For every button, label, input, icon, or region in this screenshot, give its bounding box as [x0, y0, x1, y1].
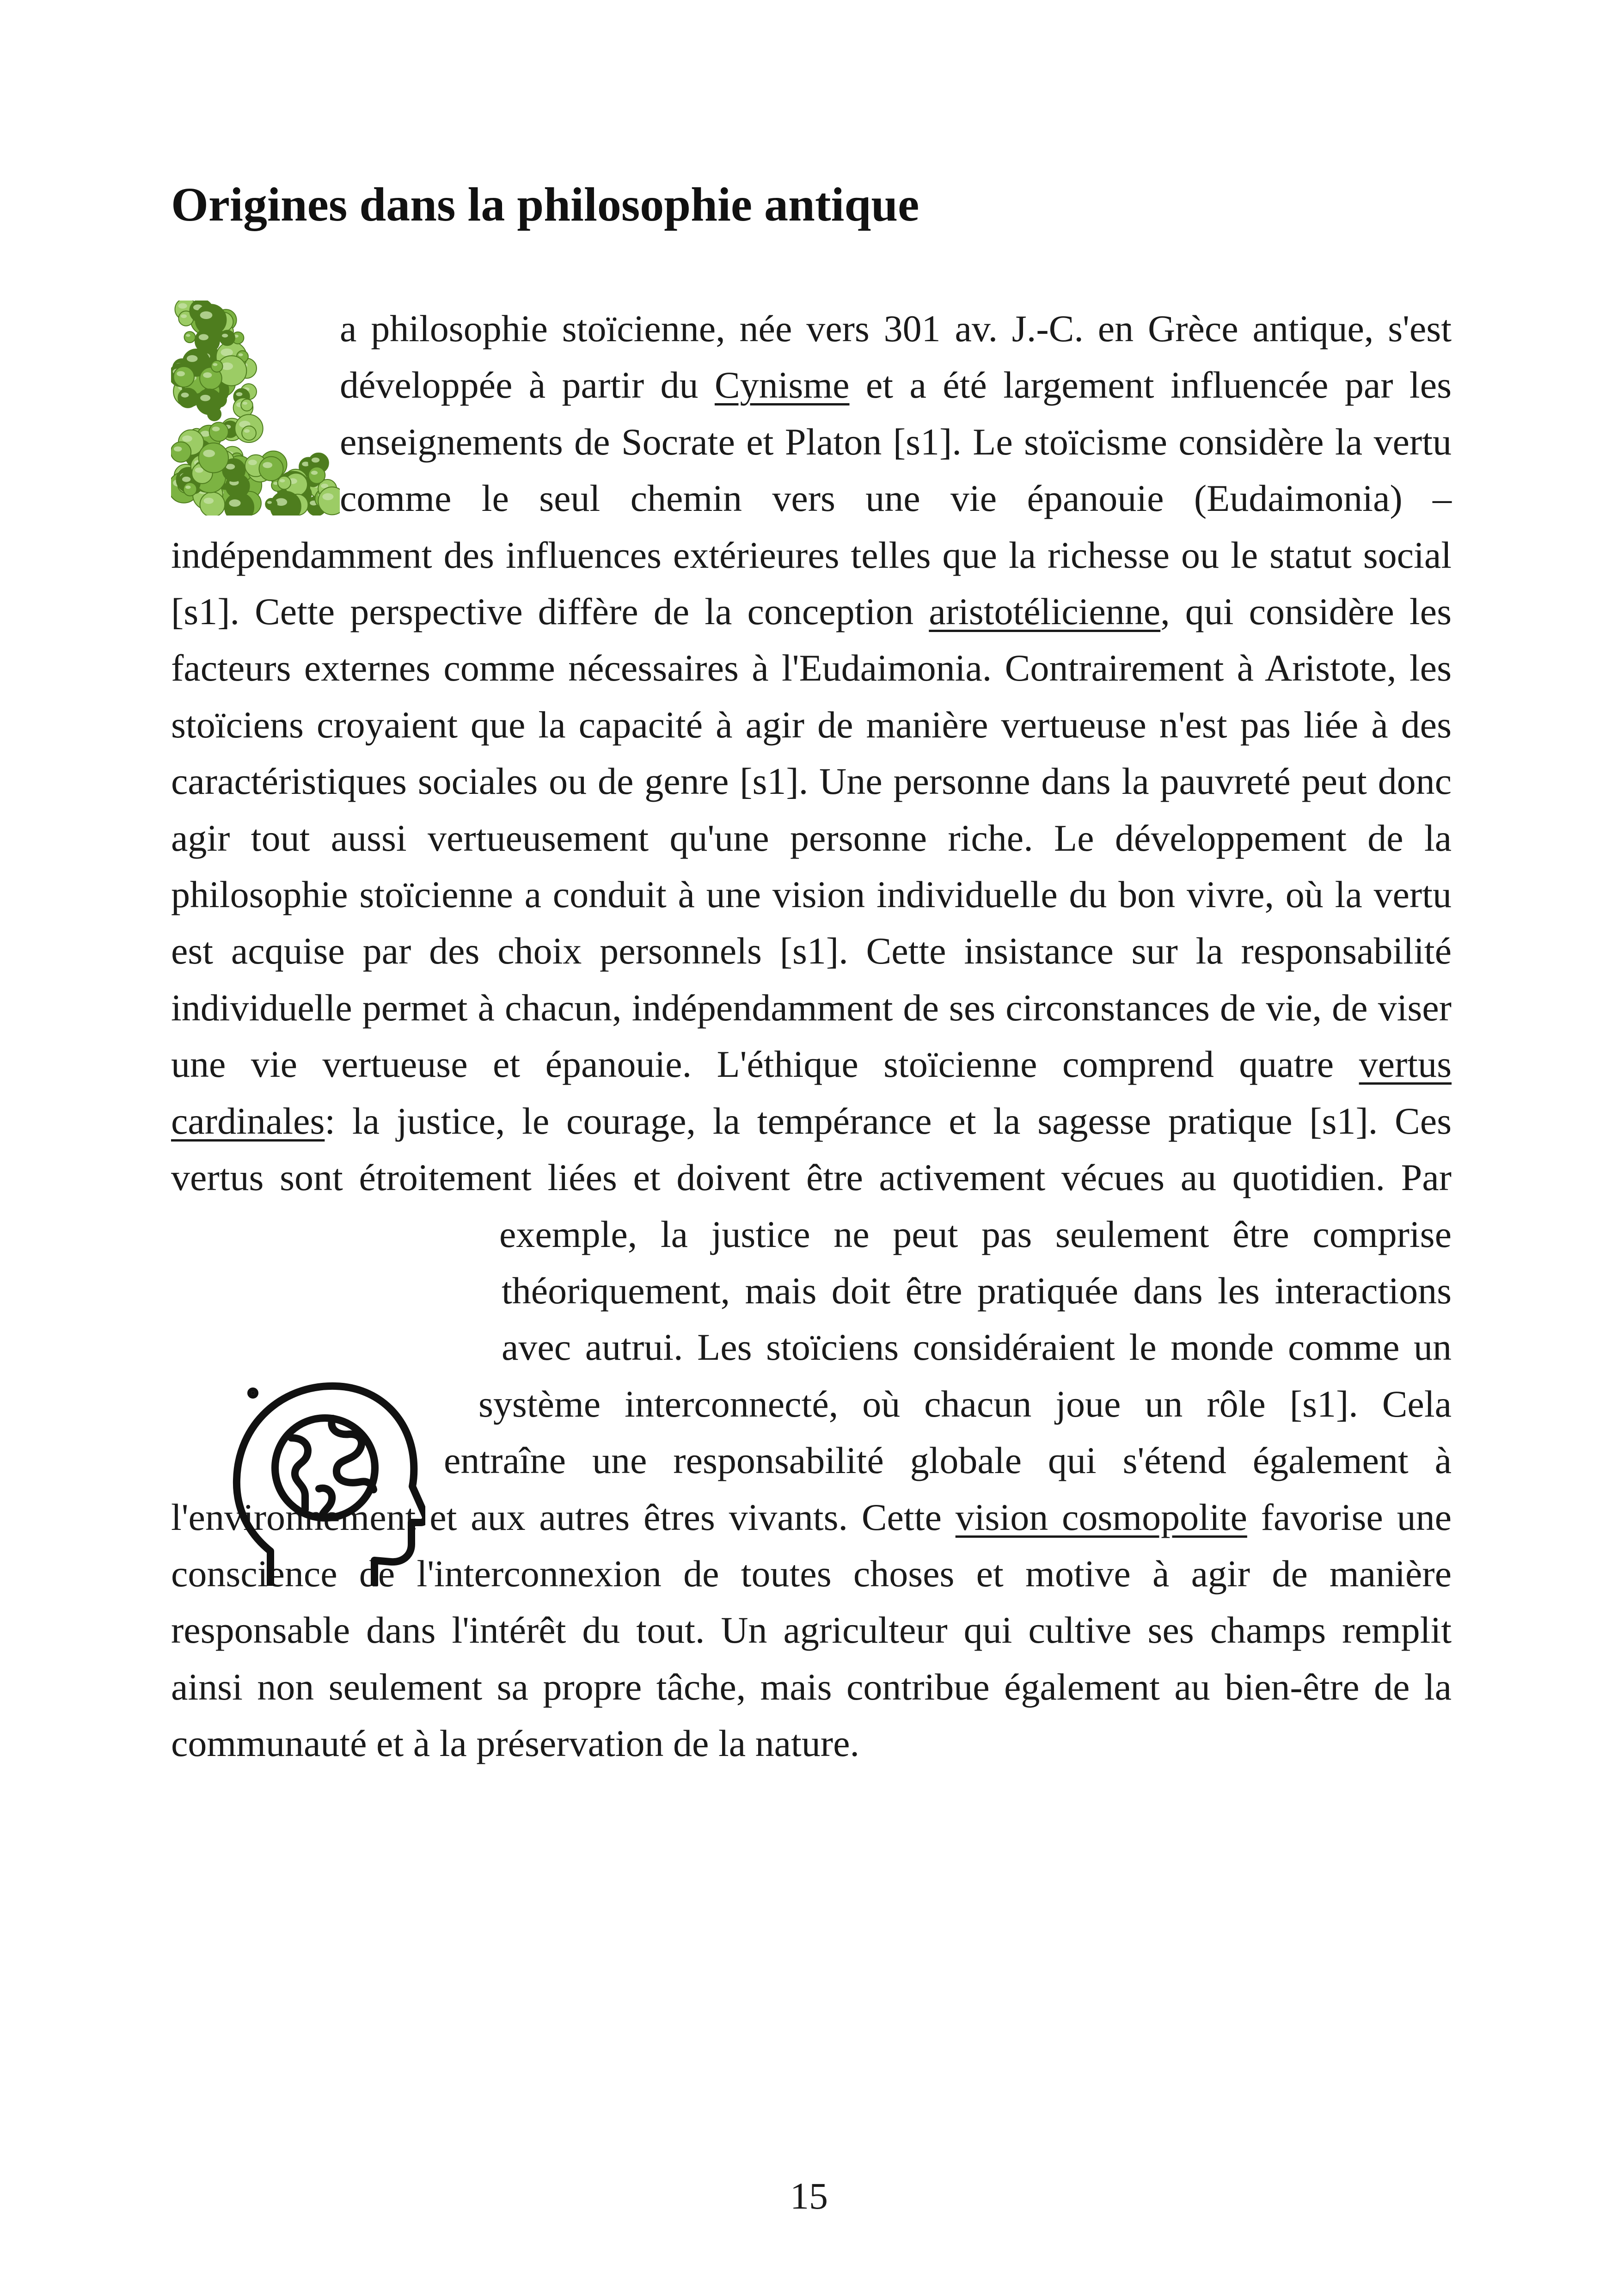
dropcap-highlight [229, 499, 240, 507]
dropcap-highlight [178, 303, 187, 309]
wrap-spacer [171, 1263, 499, 1319]
dropcap-bubble [242, 426, 256, 440]
dropcap-highlight [181, 393, 189, 398]
dropcap-highlight [185, 485, 191, 489]
dropcap-bubble [200, 492, 225, 516]
text-run: , qui considère les facteurs externes comme nécessaires à l'Eudaimonia. Contrairement à Aristote, les stoïciens croyaient que la capacité à agir de manière vertueuse n'est pas liée à des caractéristiques sociales ou de genre [s1]. Une personne dans la pauvreté peut donc agir tout aussi vertueusement qu'une personne riche. Le développement de la philosophie stoïcienne a conduit à une vision individuelle du bon vivre, où la vertu est acquise par des choix personnels [s1]. Cette insistance sur la responsabilité individuelle permet à chacun, indépendamment de ses circonstances de vie, de viser une vie vertueuse et épanouie. L'éthique stoïcienne comprend quatre [171, 590, 1452, 1086]
dropcap-bubble [195, 329, 220, 353]
wrap-spacer [171, 1206, 490, 1263]
dropcap-highlight [203, 372, 212, 378]
wrap-spacer [171, 1319, 502, 1375]
dropcap-highlight [213, 363, 217, 366]
dropcap-highlight [244, 429, 250, 433]
dropcap-highlight [200, 311, 213, 319]
dropcap-bubble [259, 457, 283, 481]
section-heading: Origines dans la philosophie antique [171, 178, 919, 231]
dropcap-highlight [186, 334, 190, 337]
dropcap-bubble [171, 442, 191, 462]
dropcap-bubble [211, 361, 223, 372]
dropcap-highlight [195, 467, 203, 473]
dropcap-bubble [209, 422, 228, 441]
dropcap-bubble [199, 443, 228, 473]
link-aristotelicienne[interactable]: aristotélicienne [929, 590, 1161, 633]
dropcap-highlight [322, 493, 333, 500]
dropcap-highlight [263, 462, 272, 468]
dropcap-highlight [243, 402, 247, 405]
link-vision-cosmopolite[interactable]: vision cosmopolite [955, 1496, 1247, 1538]
text-run: a philosophie stoïcienne, née vers 301 av. J.-C. en Grèce antique, s'est développée à partir du [340, 307, 1452, 406]
dropcap-highlight [222, 334, 228, 338]
dropcap-bubble [265, 498, 277, 510]
drop-cap-letter-l-icon [171, 301, 340, 516]
dropcap-highlight [181, 314, 187, 318]
dropcap-bubble [308, 467, 325, 484]
dropcap-bubble [184, 483, 197, 496]
page-number: 15 [790, 2175, 828, 2217]
dropcap-highlight [199, 334, 208, 340]
drop-cap [171, 301, 340, 516]
link-cynisme[interactable]: Cynisme [714, 364, 850, 406]
dropcap-highlight [311, 471, 318, 475]
dropcap-highlight [236, 392, 243, 396]
dropcap-highlight [280, 479, 285, 482]
dropcap-highlight [187, 355, 198, 362]
dropcap-highlight [212, 427, 220, 431]
dropcap-highlight [312, 458, 319, 463]
wrap-spacer [171, 1149, 451, 1206]
text-run: : la justice, le courage, la tempérance et la sagesse pratique [s1]. Ces vertus sont étroitement liées et doivent être activement vécues au quotidien. Par exemple, la justice ne peut pas seulement être comprise théoriquement, mais doit être pratiquée dans les interactions avec autrui. Les stoïciens considéraient le monde comme un système interconnecté, où chacun joue un rôle [s1]. Cela entraîne une responsabilité globale qui s'étend également à l'environnement et aux autres êtres vivants. Cette [171, 1099, 1452, 1538]
dropcap-highlight [203, 450, 215, 457]
head-globe-icon [227, 1369, 425, 1586]
dropcap-highlight [177, 371, 185, 376]
text-run: et a été largement influencée par les enseignements de Socrate et Platon [s1]. Le stoïcisme considère la vertu comme le seul chemin vers une vie épanouie (Eudaimonia) – indépendamment des influences extérieures telles que la richesse ou le statut social [s1]. Cette perspective diffère de la conception [171, 364, 1452, 633]
dropcap-bubble [278, 476, 291, 489]
dropcap-highlight [174, 447, 182, 452]
dropcap-highlight [267, 501, 272, 504]
dropcap-bubble [196, 389, 222, 415]
dropcap-highlight [204, 497, 214, 503]
dropcap-bubble [241, 399, 253, 411]
dropcap-highlight [182, 436, 192, 442]
dropcap-bubble [178, 388, 197, 408]
dropcap-bubble [220, 330, 235, 345]
dropcap-bubble [173, 367, 194, 387]
text-run: favorise une conscience de l'interconnexion de toutes choses et motive à agir de manière responsable dans l'intérêt du tout. Un agriculteur qui cultive ses champs remplit ainsi non seulement sa propre tâche, mais contribue également au bien-être de la communauté et à la préservation de la nature. [171, 1496, 1452, 1765]
dropcap-highlight [239, 353, 243, 356]
link-vertus-cardinales[interactable]: vertus cardinales [171, 1043, 1452, 1142]
dropcap-highlight [221, 349, 233, 356]
dropcap-highlight [248, 460, 257, 465]
dropcap-highlight [182, 477, 190, 482]
dropcap-bubble [184, 332, 195, 343]
dropcap-highlight [200, 395, 210, 401]
